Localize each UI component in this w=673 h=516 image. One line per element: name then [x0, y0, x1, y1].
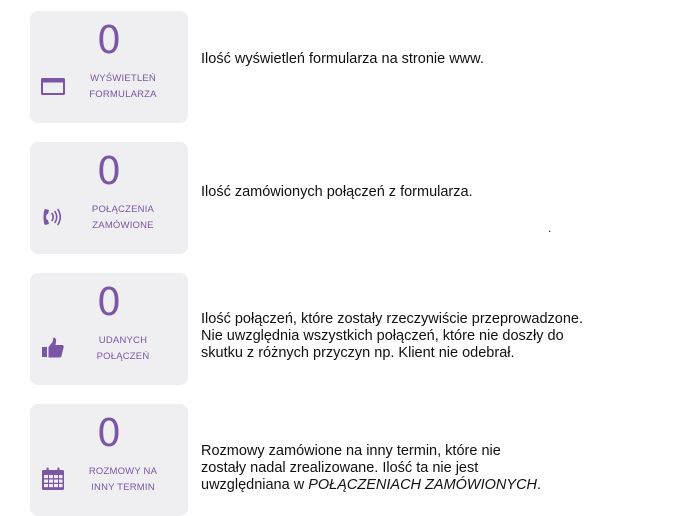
browser-window-icon: [40, 73, 66, 99]
description-line: [201, 477, 541, 494]
description-text: uwzględniana w: [201, 477, 309, 493]
stat-card-successful-calls: [30, 273, 188, 385]
stat-description: [201, 443, 541, 494]
stray-dot: .: [548, 221, 552, 235]
stat-value: 0: [96, 18, 122, 62]
description-line: Ilość zamówionych połączeń z formularza.: [201, 184, 473, 200]
stat-label-line: ZAMÓWIONE: [92, 220, 154, 231]
description-line: Rozmowy zamówione na inny termin, które nie: [201, 443, 501, 459]
stat-label-line: UDANYCH: [98, 335, 148, 346]
stat-label-line: POŁĄCZENIA: [91, 204, 155, 215]
description-line: Ilość połączeń, które zostały rzeczywiście przeprowadzone.: [201, 311, 583, 327]
stat-label: [66, 202, 180, 234]
stat-label-line: POŁĄCZEŃ: [96, 351, 150, 362]
stat-description: [201, 51, 484, 68]
stat-value: 0: [96, 411, 122, 455]
stat-label-line: WYŚWIETLEŃ: [90, 73, 156, 84]
stat-description: [201, 184, 473, 201]
stat-card-form-views: [30, 11, 188, 123]
stat-value: 0: [96, 280, 122, 324]
description-line: Nie uwzględnia wszystkich połączeń, które nie doszły do: [201, 328, 564, 344]
description-line: Ilość wyświetleń formularza na stronie www.: [201, 51, 484, 67]
stat-value: 0: [96, 149, 122, 193]
phone-ringing-icon: [40, 204, 66, 230]
description-line: skutku z różnych przyczyn np. Klient nie odebrał.: [201, 345, 515, 361]
description-text: .: [537, 477, 542, 493]
stat-label-line: FORMULARZA: [89, 89, 157, 100]
stat-label-line: ROZMOWY NA: [88, 466, 158, 477]
stat-label: [66, 333, 180, 365]
description-line: zostały nadal zrealizowane. Ilość ta nie jest: [201, 460, 479, 476]
stat-label: [66, 71, 180, 103]
thumbs-up-icon: [40, 335, 66, 361]
stat-description: [201, 311, 583, 362]
stat-label: [66, 464, 180, 496]
calendar-icon: [40, 466, 66, 492]
stat-card-ordered-calls: [30, 142, 188, 254]
description-emphasis: POŁĄCZENIACH ZAMÓWIONYCH: [308, 477, 538, 493]
stat-card-rescheduled-calls: [30, 404, 188, 516]
stat-label-line: INNY TERMIN: [91, 482, 155, 493]
